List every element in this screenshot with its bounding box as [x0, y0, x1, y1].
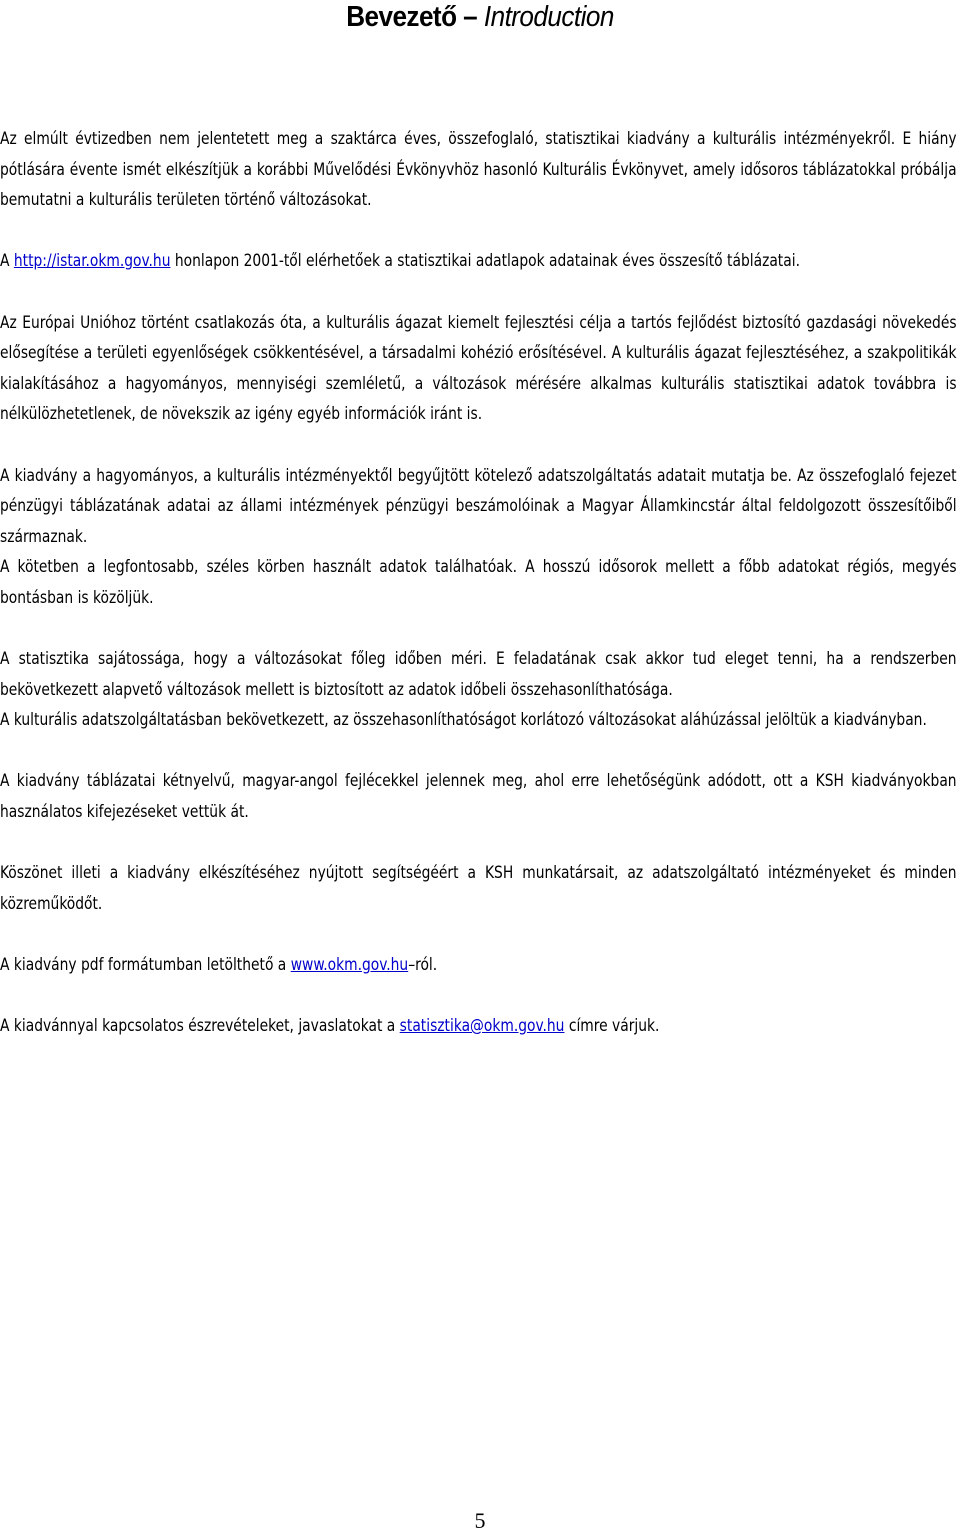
body-text: [0, 124, 957, 1042]
paragraph-acknowledgement: Köszönet illeti a kiadvány elkészítéséhez nyújtott segítségéért a KSH munkatársait, az adatszolgáltató intézményeket és minden közreműködőt.: [0, 863, 957, 914]
page-number: 5: [474, 1508, 486, 1533]
paragraph-bilingual: A kiadvány táblázatai kétnyelvű, magyar-angol fejlécekkel jelennek meg, ahol erre lehetőségünk adódott, ott a KSH kiadványokban használatos kifejezéseket vettük át.: [0, 771, 957, 823]
istar-link[interactable]: http://istar.okm.gov.hu: [13, 251, 171, 272]
paragraph-eu: Az Európai Unióhoz történt csatlakozás óta, a kulturális ágazat kiemelt fejlesztési célja a tartós fejlődést biztosító gazdasági növekedés elősegítése a területi egyenlőségek csökkentésével, a társadalmi kohézió erősítésével. A kulturális ágazat fejlesztéséhez, a szakpolitikák kialakításához a hagyományos, mennyiségi szemléletű, a változások mérésére alkalmas kulturális statisztikai adatok továbbra is nélkülözhetetlenek, de növekszik az igény egyéb információk iránt is.: [0, 312, 957, 425]
paragraph-download: [0, 950, 957, 981]
page-title: [48, 0, 912, 34]
okm-website-link[interactable]: www.okm.gov.hu: [290, 955, 409, 976]
paragraph-underline-note: A kulturális adatszolgáltatásban bekövetkezett, az összehasonlíthatóságot korlátozó változásokat aláhúzással jelöltük a kiadványban.: [0, 710, 927, 731]
paragraph-contact: [0, 1011, 957, 1042]
paragraph-download-after: –ról.: [408, 955, 438, 976]
paragraph-istar-after: honlapon 2001-től elérhetőek a statisztikai adatlapok adatainak éves összesítő táblázatai.: [170, 251, 800, 272]
title-separator: –: [456, 1, 484, 33]
paragraph-contact-before: A kiadvánnyal kapcsolatos észrevételeket, javaslatokat a: [0, 1016, 400, 1037]
title-english: Introduction: [483, 1, 614, 33]
paragraph-intro: Az elmúlt évtizedben nem jelentetett meg a szaktárca éves, összefoglaló, statisztikai kiadvány a kulturális intézményekről. E hiány pótlására évente ismét elkészítjük a korábbi Művelődési Évkönyvhöz hasonló Kulturális Évkönyvet, amely idősoros táblázatokkal próbálja bemutatni a kulturális területen történő változásokat.: [0, 129, 957, 211]
title-hungarian: Bevezető: [346, 1, 457, 33]
paragraph-download-before: A kiadvány pdf formátumban letölthető a: [0, 955, 291, 976]
paragraph-statistics-time: A statisztika sajátossága, hogy a változásokat főleg időben méri. E feladatának csak akkor tud eleget tenni, ha a rendszerben bekövetkezett alapvető változások mellett is biztosított az adatok időbeli összehasonlíthatósága.: [0, 649, 957, 700]
paragraph-istar-before: A: [0, 251, 14, 272]
paragraph-volume-contents: A kötetben a legfontosabb, széles körben használt adatok találhatóak. A hosszú idősorok mellett a főbb adatokat régiós, megyés bontásban is közöljük.: [0, 557, 957, 608]
paragraph-publication-data: A kiadvány a hagyományos, a kulturális intézményektől begyűjtött kötelező adatszolgáltatás adatait mutatja be. Az összefoglaló fejezet pénzügyi táblázatának adatai az állami intézmények pénzügyi beszámolóinak a Magyar Államkincstár által feldolgozott összesítőiből származnak.: [0, 465, 957, 547]
contact-email-link[interactable]: statisztika@okm.gov.hu: [399, 1016, 565, 1037]
paragraph-istar: [0, 246, 957, 277]
paragraph-contact-after: címre várjuk.: [564, 1016, 660, 1037]
